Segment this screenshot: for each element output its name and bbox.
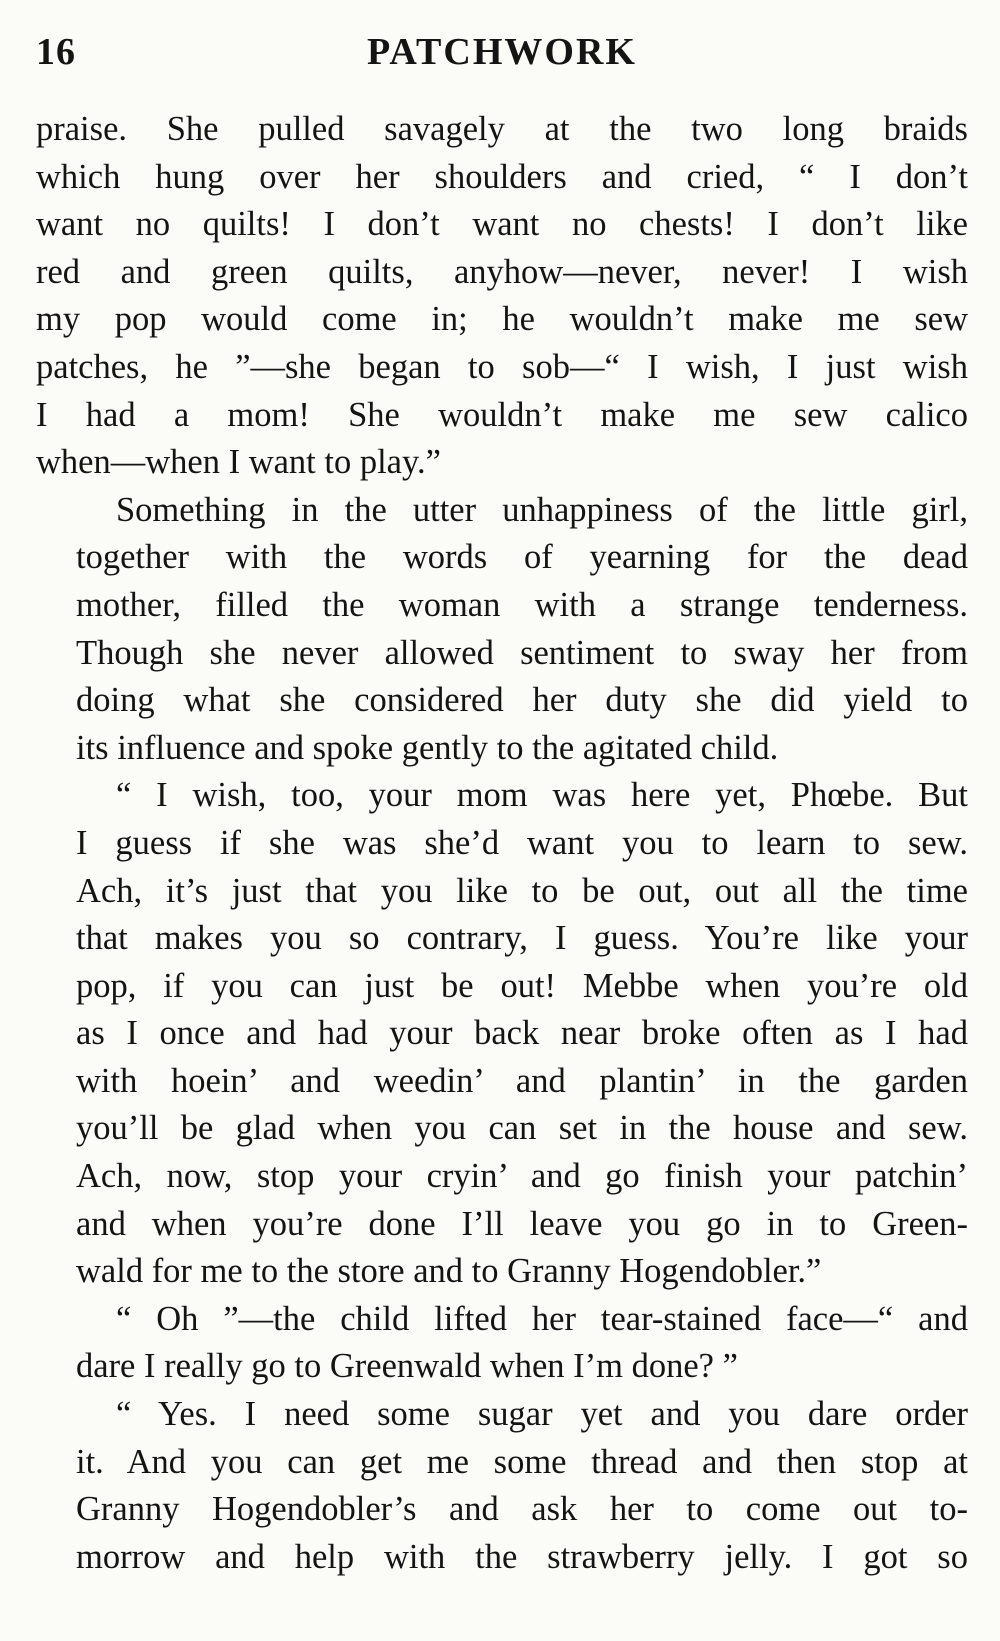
text-line: when—when I want to play.” [36,443,441,482]
text-line: mother, filled the woman with a strange tenderness. [76,585,968,624]
text-line: you’ll be glad when you can set in the house and sew. [76,1109,968,1148]
text-line: dare I really go to Greenwald when I’m done? ” [76,1347,738,1386]
paragraph [36,1296,968,1391]
text-line: Ach, now, stop your cryin’ and go finish your patchin’ [76,1157,968,1196]
text-line: “ Yes. I need some sugar yet and you dare order [116,1395,968,1434]
text-line: which hung over her shoulders and cried, “ I don’t [36,157,968,196]
text-line: and when you’re done I’ll leave you go in to Green- [76,1204,968,1243]
text-line: Ach, it’s just that you like to be out, out all the time [76,871,968,910]
text-line: I guess if she was she’d want you to learn to sew. [76,823,968,862]
text-line: I had a mom! She wouldn’t make me sew calico [36,395,968,434]
text-line: patches, he ”—she began to sob—“ I wish, I just wish [36,347,968,386]
running-head: PATCHWORK [367,31,637,73]
text-line: that makes you so contrary, I guess. You’re like your [76,919,968,958]
page-header [36,22,968,78]
text-line: “ I wish, too, your mom was here yet, Phœbe. But [116,776,968,815]
text-line: my pop would come in; he wouldn’t make me sew [36,300,968,339]
body-text [36,106,968,1581]
paragraph [36,487,968,773]
text-line: its influence and spoke gently to the agitated child. [76,728,779,767]
text-line: doing what she considered her duty she did yield to [76,681,968,720]
page-number: 16 [36,31,76,73]
text-line: “ Oh ”—the child lifted her tear-stained face—“ and [116,1299,968,1338]
paragraph [36,106,968,487]
text-line: it. And you can get me some thread and then stop at [76,1442,968,1481]
text-line: wald for me to the store and to Granny Hogendobler.” [76,1252,822,1291]
paragraph [36,1391,968,1581]
text-line: want no quilts! I don’t want no chests! I don’t like [36,205,968,244]
text-line: as I once and had your back near broke often as I had [76,1014,968,1053]
text-line: morrow and help with the strawberry jelly. I got so [76,1537,968,1576]
text-line: Granny Hogendobler’s and ask her to come out to- [76,1490,968,1529]
paragraph [36,772,968,1296]
text-line: praise. She pulled savagely at the two long braids [36,110,968,148]
text-line: Something in the utter unhappiness of the little girl, [116,490,968,529]
text-line: Though she never allowed sentiment to sway her from [76,633,968,672]
text-line: red and green quilts, anyhow—never, never! I wish [36,252,968,291]
text-line: pop, if you can just be out! Mebbe when you’re old [76,966,968,1005]
text-line: with hoein’ and weedin’ and plantin’ in the garden [76,1061,968,1100]
text-line: together with the words of yearning for the dead [76,538,968,577]
